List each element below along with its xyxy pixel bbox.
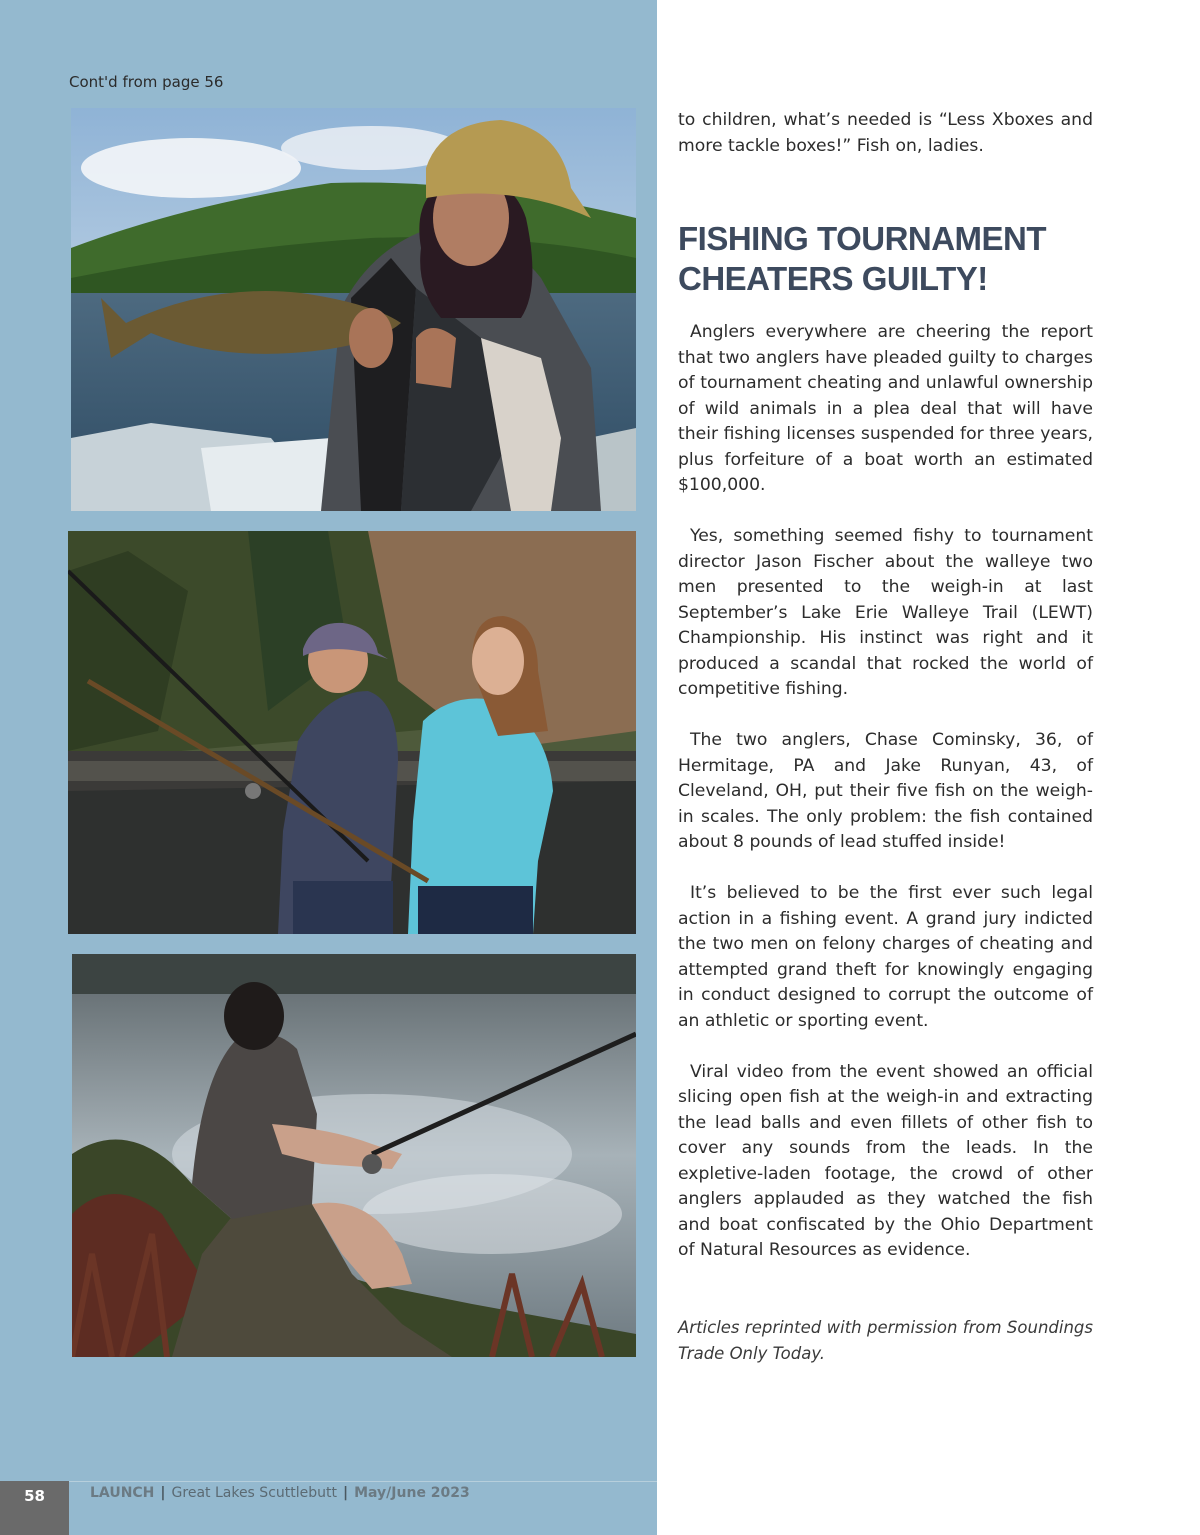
photo-woman-holding-fish — [71, 108, 636, 511]
reprint-credit: Articles reprinted with permission from Soundings Trade Only Today. — [678, 1318, 1093, 1363]
continued-note: Cont'd from page 56 — [69, 73, 224, 91]
paragraph: The two anglers, Chase Cominsky, 36, of Hermitage, PA and Jake Runyan, 43, of Cleveland, OH, put their five fish on the weigh-in scales. The only problem: the fish contained about 8 pounds of lead stuffed inside! — [678, 730, 1093, 852]
footer-issue: May/June 2023 — [354, 1485, 470, 1501]
paragraph: It’s believed to be the first ever such legal action in a fishing event. A grand jury indicted the two men on felony charges of cheating and attempted grand theft for knowingly engaging in conduct designed to corrupt the outcome of an athletic or sporting event. — [678, 883, 1093, 1031]
footer-magazine: LAUNCH — [90, 1485, 155, 1501]
footer-divider — [69, 1481, 657, 1482]
intro-text — [678, 108, 1093, 159]
footer-publication: LAUNCH | Great Lakes Scuttlebutt | May/June 2023 — [90, 1485, 470, 1501]
footer-publication-name: Great Lakes Scuttlebutt — [171, 1485, 337, 1501]
paragraph: Yes, something seemed fishy to tournament director Jason Fischer about the walleye two men presented to the weigh-in at last September’s Lake Erie Walleye Trail (LEWT) Championship. His instinct was right and it produced a scandal that rocked the world of competitive fishing. — [678, 526, 1093, 699]
photo-couple-fishing — [68, 531, 636, 934]
headline-line-1: FISHING TOURNAMENT — [678, 220, 1047, 257]
intro-paragraph: to children, what’s needed is “Less Xboxes and more tackle boxes!” Fish on, ladies. — [678, 110, 1093, 156]
article-body — [678, 320, 1093, 1264]
paragraph: Viral video from the event showed an official slicing open fish at the weigh-in and extracting the lead balls and even fillets of other fish to cover any sounds from the leads. In the expletive-laden footage, the crowd of other anglers applauded as they watched the fish and boat confiscated by the Ohio Department of Natural Resources as evidence. — [678, 1061, 1093, 1260]
page-number: 58 — [0, 1481, 69, 1535]
paragraph: Anglers everywhere are cheering the report that two anglers have pleaded guilty to charges of tournament cheating and unlawful ownership of wild animals in a plea deal that will have their fishing licenses suspended for three years, plus forfeiture of a boat worth an estimated $100,000. — [678, 322, 1093, 495]
article-headline — [678, 219, 1098, 299]
headline-line-2: CHEATERS GUILTY! — [678, 260, 988, 297]
photo-woman-sitting-shore — [72, 954, 636, 1357]
